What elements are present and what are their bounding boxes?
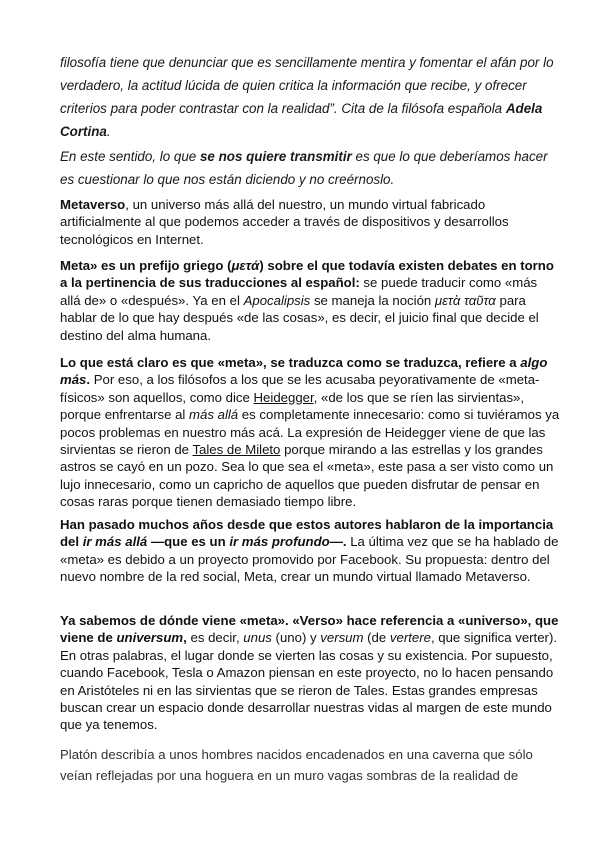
verso-text-2: (uno) y (271, 630, 321, 646)
sense-emphasis: se nos quiere transmitir (199, 149, 352, 164)
verso-text-4: , que significa verter). En otras palabras, el lugar donde se vierten las cosas y su existencia. Por supuesto, cuando Facebook, Tesla o Amazon piensan en este proyecto, no lo hacen pensando en Aristóteles ni en las sirvientas que se rieron de Tales. Estas grandes empresas buscan crear un espacio donde desarrollar nuestras vidas al margen de este mundo que ya tenemos. (60, 630, 558, 733)
algo-mas-dot: . (86, 372, 91, 388)
meta-prefix-paragraph (60, 257, 560, 344)
facebook-text: La última vez que se ha hablado de «meta» es debido a un proyecto promovido por Facebook. Su propuesta: dentro del nuevo nombre de la red social, Meta, crear un mundo virtual llamado Metaverso. (60, 534, 559, 585)
algo-mas-text-2: , «de los que se ríen las sirvientas», porque enfrentarse al (60, 389, 525, 423)
vertere-term: vertere (389, 630, 431, 646)
universum-term: universum (116, 630, 184, 646)
heidegger-link[interactable]: Heidegger (253, 389, 314, 405)
metaverso-definition: , un universo más allá del nuestro, un mundo virtual fabricado artificialmente al que podemos acceder a través de dispositivos y desarrollos tecnológicos en Internet. (60, 197, 509, 247)
greek-meta-word: μετά (231, 258, 260, 273)
meta-text-3: para hablar de lo que hay después «de las cosas», es decir, el juicio final que decide el destino del alma humana. (60, 292, 539, 343)
facebook-heading-3: —. (329, 534, 347, 550)
meta-text-2: se maneja la noción (310, 292, 435, 308)
sense-paragraph (60, 145, 560, 191)
verso-text-1: es decir, (186, 630, 244, 646)
verso-text-3: (de (363, 630, 390, 646)
algo-mas-heading: Lo que está claro es que «meta», se traduzca como se traduzca, refiere a (60, 355, 521, 370)
quote-paragraph (60, 51, 560, 143)
ir-mas-profundo-term: ir más profundo (229, 534, 330, 550)
platon-text: Platón describía a unos hombres nacidos encadenados en una caverna que sólo veían reflejadas por una hoguera en un muro vagas sombras de la realidad de (60, 747, 533, 783)
meta-text-1: se puede traducir como «más allá de» o «después». Ya en el (60, 275, 538, 308)
facebook-heading-1: Han pasado muchos años desde que estos autores hablaron de la importancia del (60, 517, 554, 550)
apocalipsis-term: Apocalipsis (243, 292, 311, 308)
metaverso-definition-paragraph (60, 196, 560, 248)
verso-heading-1: Ya sabemos de dónde viene «meta». «Verso» hace referencia a «universo», que viene de (60, 613, 559, 646)
algo-mas-text-1: Por eso, a los filósofos a los que se les acusaba peyorativamente de «meta-físicos» son aquellos, como dice (60, 372, 540, 405)
quote-end: . (106, 124, 111, 139)
quote-author: Adela Cortina (60, 101, 543, 139)
algo-mas-paragraph (60, 354, 560, 511)
metaverso-term: Metaverso (60, 197, 126, 212)
mas-alla-term: más allá (189, 407, 239, 423)
ir-mas-alla-term: ir más allá (82, 534, 148, 550)
versum-term: versum (320, 630, 364, 646)
sense-text-1: En este sentido, lo que (60, 149, 200, 164)
algo-mas-emphasis: algo más (60, 355, 548, 388)
sense-text-2: es que lo que deberíamos hacer es cuestionar lo que nos están diciendo y no creérnoslo. (60, 149, 548, 187)
platon-paragraph (60, 744, 560, 786)
tales-de-mileto-link[interactable]: Tales de Mileto (192, 442, 281, 458)
algo-mas-text-3: es completamente innecesario: como si tuviéramos ya pocos problemas en nuestro más acá. La expresión de Heidegger viene de que las sirvientas se rieron de (60, 407, 560, 458)
meta-heading-2: ) sobre el que todavía existen debates en torno a la pertinencia de sus traducciones al español: (60, 258, 554, 291)
algo-mas-text-4: porque mirando a las estrellas y los grandes astros se cayó en un pozo. Sea lo que sea el «meta», este pasa a ser visto como un lujo innecesario, como un capricho de aquellos que pueden disfrutar de pensar en cosas raras porque tienen demasiado tiempo libre. (60, 442, 554, 510)
greek-meta-tauta: μετὰ ταῦτα (434, 292, 496, 308)
verso-paragraph (60, 612, 560, 734)
quote-text: filosofía tiene que denunciar que es sencillamente mentira y fomentar el afán por lo verdadero, la actitud lúcida de quien critica la información que recibe, y ofrecer criterios para poder contrastar con la realidad”. Cita de la filósofa española (60, 55, 554, 116)
verso-heading-comma: , (183, 630, 187, 646)
unus-term: unus (243, 630, 272, 646)
facebook-paragraph (60, 516, 560, 586)
meta-heading-1: Meta» es un prefijo griego ( (60, 258, 232, 273)
facebook-heading-2: —que es un (147, 534, 230, 550)
